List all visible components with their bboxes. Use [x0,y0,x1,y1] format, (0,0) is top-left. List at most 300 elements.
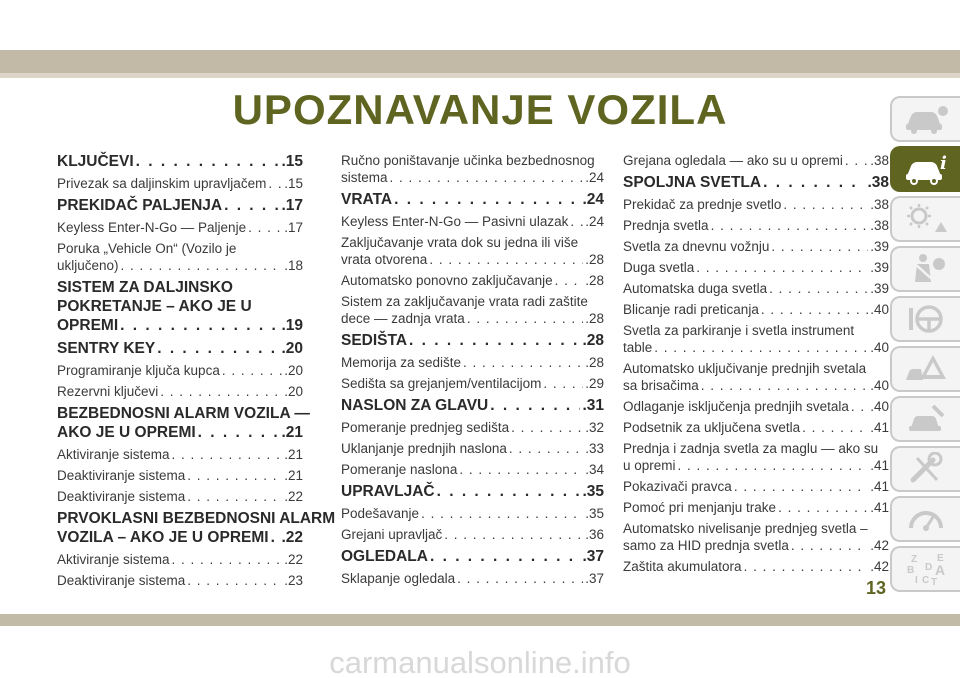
toc-page-number: .41 [870,479,889,494]
toc-entry[interactable] [57,488,303,505]
toc-entry[interactable] [623,478,889,495]
toc-page-number: .38 [870,197,889,212]
toc-entry[interactable] [623,196,889,213]
dot-leader [711,217,869,234]
index-letter: T [931,577,938,586]
car-info-icon [903,102,949,136]
dot-leader [224,196,279,215]
toc-title: Prednja svetla [623,218,709,233]
dot-leader [543,375,583,392]
toc-entry[interactable] [623,360,889,394]
toc-row [57,467,303,484]
toc-entry[interactable] [57,383,303,400]
toc-page-number: .21 [284,468,303,483]
toc-title: VOZILA – AKO JE U OPREMI [57,529,269,546]
toc-page-number: .33 [585,441,604,456]
toc-title: vrata otvorena [341,252,428,267]
seatbelt-airbag-icon [903,252,949,286]
chapter-tabs [890,96,960,596]
toc-page-number: .42 [870,559,889,574]
toc-row [341,169,604,186]
toc-page-number: .17 [281,197,303,214]
toc-title: Pokazivači pravca [623,479,732,494]
toc-entry[interactable] [623,322,889,356]
dot-leader [437,482,581,501]
toc-heading[interactable] [623,173,889,192]
index-letter: D [925,562,933,573]
toc-page-number: .22 [284,552,303,567]
toc-row [341,419,604,436]
toc-page-number: .39 [870,260,889,275]
toc-title: Rezervni ključevi [57,384,159,399]
toc-entry[interactable] [341,526,604,543]
tab-emergency[interactable] [890,346,960,392]
tab-getting-to-know-active[interactable] [890,146,960,192]
toc-entry[interactable] [341,440,604,457]
toc-row [57,175,303,192]
toc-title: PREKIDAČ PALJENJA [57,197,223,214]
toc-page-number: .37 [585,571,604,586]
toc-row [341,251,604,268]
toc-title: Aktiviranje sistema [57,552,170,567]
toc-title: Sklapanje ogledala [341,571,456,586]
dot-leader [555,272,584,289]
toc-entry[interactable] [57,362,303,379]
dot-leader [845,152,868,169]
toc-row [341,505,604,522]
toc-page-number: .21 [284,447,303,462]
toc-page-number: .34 [585,462,604,477]
dot-leader [430,547,580,566]
tab-servicing[interactable] [890,396,960,442]
dot-leader [198,423,280,442]
toc-title: SEDIŠTA [341,332,408,349]
warning-lights-icon [903,202,949,236]
index-letter: I [915,575,918,586]
toc-entry[interactable] [341,152,604,186]
toc-title: Pomeranje naslona [341,462,458,477]
toc-row [623,196,889,213]
toc-title: Grejani upravljač [341,527,443,542]
dot-leader [172,551,283,568]
toc-title: dece — zadnja vrata [341,311,465,326]
toc-title-line: Prednja i zadnja svetla za maglu — ako su [623,441,879,456]
dot-leader [120,316,279,335]
dot-leader [457,570,583,587]
toc-page-number: .39 [870,281,889,296]
toc-title-line: Poruka „Vehicle On“ (Vozilo je [57,241,237,256]
toc-row [57,383,303,400]
dot-leader [268,175,282,192]
toc-row [623,173,889,192]
toc-page-number: .31 [582,397,604,414]
steering-wheel-icon [903,302,949,336]
dot-leader [429,251,583,268]
car-info-icon [903,152,949,186]
toc-entry[interactable] [341,570,604,587]
toc-entry[interactable] [57,219,303,236]
toc-page-number: .28 [585,311,604,326]
page-title: UPOZNAVANJE VOZILA [232,86,728,133]
toc-entry[interactable] [623,217,889,234]
toc-title: Uklanjanje prednjih naslona [341,441,507,456]
toc-title: OPREMI [57,317,119,334]
toc-title-line: Sistem za zaključavanje vrata radi zaštite [341,294,588,309]
toc-entry[interactable] [341,505,604,522]
dot-leader [509,440,583,457]
toc-title: Grejana ogledala — ako su u opremi [623,153,843,168]
toc-title-line: SISTEM ZA DALJINSKO [57,279,233,296]
dot-leader [778,499,868,516]
toc-row [341,213,604,230]
toc-title: Automatsko ponovno zaključavanje [341,273,553,288]
toc-heading[interactable] [341,331,604,350]
dot-leader [771,238,868,255]
toc-title: Deaktiviranje sistema [57,468,186,483]
toc-page-number: .20 [284,363,303,378]
toc-page-number: .35 [585,506,604,521]
toc-page-number: .23 [284,573,303,588]
toc-row [623,457,889,474]
toc-row [57,488,303,505]
dot-leader [187,467,282,484]
dot-leader [136,152,280,171]
toc-title: Blicanje radi preticanja [623,302,759,317]
toc-page-number: .32 [585,420,604,435]
toc-row [57,551,303,568]
toc-title: UPRAVLJAČ [341,483,435,500]
toc-entry[interactable] [57,175,303,192]
toc-row [341,396,604,415]
toc-title: Podešavanje [341,506,420,521]
toc-title: AKO JE U OPREMI [57,424,196,441]
toc-title: Programiranje ključa kupca [57,363,220,378]
hazard-car-icon [903,352,949,386]
toc-heading[interactable] [341,482,604,501]
dot-leader [157,339,279,358]
dot-leader [696,259,868,276]
toc-page-number: .40 [870,399,889,414]
alphabet-index-icon [903,552,949,586]
dot-leader [187,488,282,505]
dot-leader [248,219,282,236]
toc-entry[interactable] [623,499,889,516]
toc-row [341,440,604,457]
toc-page-number: .39 [870,239,889,254]
toc-page-number: .41 [870,500,889,515]
toc-page-number: .36 [585,527,604,542]
dot-leader [701,377,868,394]
toc-title: Svetla za dnevnu vožnju [623,239,770,254]
svg-text:i: i [940,153,947,174]
toc-title: Podsetnik za uključena svetla [623,420,801,435]
dot-leader [121,257,283,274]
toc-entry[interactable] [341,293,604,327]
toc-title: Privezak sa daljinskim upravljačem [57,176,267,191]
toc-page-number: .24 [582,191,604,208]
toc-row [623,537,889,554]
toc-row [57,257,303,274]
dot-leader [463,354,583,371]
toc-row [623,301,889,318]
dot-leader [187,572,282,589]
toc-title: SPOLJNA SVETLA [623,174,762,191]
toc-row [57,528,303,547]
toc-title-line: Automatsko uključivanje prednjih svetala [623,361,867,376]
toc-page-number: .20 [281,340,303,357]
toc-row [57,219,303,236]
tab-getting-to-know[interactable] [890,96,960,142]
toc-row [623,259,889,276]
toc-entry[interactable] [623,280,889,297]
dot-leader [409,331,580,350]
tab-safety[interactable] [890,246,960,292]
toc-heading[interactable] [57,152,303,171]
dot-leader [783,196,868,213]
toc-page-number: .20 [284,384,303,399]
toc-row [341,461,604,478]
toc-row [57,362,303,379]
dot-leader [511,419,583,436]
toc-title: Sedišta sa grejanjem/ventilacijom [341,376,542,391]
toc-page-number: .28 [585,273,604,288]
toc-page-number: .37 [582,548,604,565]
toc-column-3 [623,152,889,579]
toc-row [341,375,604,392]
toc-title-line: Svetla za parkiranje i svetla instrument [623,323,855,338]
toc-row [57,316,303,335]
bottom-band [0,614,960,626]
toc-entry[interactable] [623,520,889,554]
toc-entry[interactable] [341,461,604,478]
toc-entry[interactable] [623,558,889,575]
toc-heading[interactable] [57,339,303,358]
toc-entry[interactable] [623,238,889,255]
toc-page-number: .24 [585,214,604,229]
toc-heading[interactable] [341,190,604,209]
toc-page-number: .38 [870,218,889,233]
page-number: 13 [866,578,887,598]
index-letter: A [935,562,946,578]
watermark: carmanualsonline.info [329,645,631,678]
toc-row [623,377,889,394]
toc-row [341,331,604,350]
toc-title-line: Ručno poništavanje učinka bezbednosnog [341,153,595,168]
toc-heading[interactable] [341,396,604,415]
toc-page-number: .28 [585,355,604,370]
toc-title: Odlaganje isključenja prednjih svetala [623,399,849,414]
toc-entry[interactable] [341,234,604,268]
toc-heading[interactable] [57,404,310,442]
wrench-tools-icon [903,452,949,486]
toc-row [341,354,604,371]
toc-title: SENTRY KEY [57,340,156,357]
toc-entry[interactable] [57,551,303,568]
toc-title: Automatska duga svetla [623,281,768,296]
dot-leader [394,190,580,209]
dot-leader [390,169,584,186]
toc-page-number: .38 [867,174,889,191]
toc-title: KLJUČEVI [57,153,134,170]
toc-row [57,196,303,215]
toc-entry[interactable] [623,259,889,276]
dot-leader [851,398,868,415]
tab-index[interactable] [890,546,960,592]
dot-leader [678,457,869,474]
toc-title: Keyless Enter-N-Go — Paljenje [57,220,247,235]
toc-row [341,482,604,501]
toc-title: Deaktiviranje sistema [57,573,186,588]
toc-page-number: .22 [284,489,303,504]
dot-leader [421,505,583,522]
toc-entry[interactable] [341,419,604,436]
toc-page-number: .15 [284,176,303,191]
toc-entry[interactable] [341,272,604,289]
toc-entry[interactable] [341,213,604,230]
toc-title-line: Automatsko nivelisanje prednjeg svetla – [623,521,868,536]
dot-leader [769,280,868,297]
index-letter: E [937,553,944,564]
toc-title: VRATA [341,191,393,208]
toc-title-line: PRVOKLASNI BEZBEDNOSNI ALARM [57,510,336,527]
toc-entry[interactable] [57,572,303,589]
toc-row [623,478,889,495]
dot-leader [761,301,868,318]
index-letter: C [922,575,930,586]
toc-title: Prekidač za prednje svetlo [623,197,782,212]
dot-leader [467,310,583,327]
toc-row [341,310,604,327]
toc-row [57,339,303,358]
toc-row [57,572,303,589]
toc-page-number: .35 [582,483,604,500]
toc-row [623,419,889,436]
toc-page-number: .28 [582,332,604,349]
toc-row [341,570,604,587]
toc-title: u opremi [623,458,676,473]
dot-leader [444,526,583,543]
toc-title: Zaštita akumulatora [623,559,742,574]
toc-row [57,423,303,442]
dot-leader [744,558,869,575]
dot-leader [459,461,583,478]
toc-row [623,238,889,255]
toc-row [623,499,889,516]
toc-title: uključeno) [57,258,119,273]
toc-page-number: .28 [585,252,604,267]
toc-row [341,526,604,543]
toc-title: Aktiviranje sistema [57,447,170,462]
toc-title: Memorija za sedište [341,355,462,370]
toc-row [341,190,604,209]
toc-heading[interactable] [57,278,303,335]
toc-title: table [623,340,653,355]
toc-page-number: .40 [870,302,889,317]
toc-entry[interactable] [623,301,889,318]
toc-page-number: .42 [870,538,889,553]
toc-page-number: .40 [870,378,889,393]
toc-row [57,152,303,171]
toc-title: Duga svetla [623,260,695,275]
dot-leader [734,478,868,495]
toc-page-number: .15 [281,153,303,170]
toc-title-line: BEZBEDNOSNI ALARM VOZILA — [57,405,310,422]
toc-row [623,280,889,297]
toc-page-number: .19 [281,317,303,334]
toc-title: sa brisačima [623,378,699,393]
toc-page-number: .38 [870,153,889,168]
dot-leader [172,446,283,463]
dot-leader [490,396,580,415]
toc-entry[interactable] [623,398,889,415]
toc-heading[interactable] [57,509,336,547]
toc-entry[interactable] [623,152,889,169]
dot-leader [222,362,282,379]
toc-page-number: .17 [284,220,303,235]
toc-page-number: .22 [281,529,303,546]
dot-leader [802,419,868,436]
toc-heading[interactable] [341,547,604,566]
toc-title: Keyless Enter-N-Go — Pasivni ulazak [341,214,569,229]
toc-entry[interactable] [57,446,303,463]
toc-page-number: .24 [585,170,604,185]
toc-column-1 [57,152,336,593]
toc-heading[interactable] [57,196,303,215]
toc-row [341,272,604,289]
toc-entry[interactable] [341,375,604,392]
tab-maintenance[interactable] [890,446,960,492]
index-letter: Z [911,554,918,565]
toc-page-number: .41 [870,420,889,435]
top-band [0,50,960,78]
toc-title-line: Zaključavanje vrata dok su jedna ili više [341,235,579,250]
toc-row [623,398,889,415]
toc-row [341,547,604,566]
toc-row [623,558,889,575]
toc-entry[interactable] [57,240,303,274]
toc-page-number: .21 [281,424,303,441]
toc-page-number: .40 [870,340,889,355]
dot-leader [160,383,282,400]
tab-starting-operating[interactable] [890,296,960,342]
toc-row [623,217,889,234]
dot-leader [570,213,583,230]
toc-page-number: .29 [585,376,604,391]
toc-title: Pomeranje prednjeg sedišta [341,420,510,435]
toc-entry[interactable] [57,467,303,484]
tab-lights[interactable] [890,196,960,242]
wrench-car-icon [903,402,949,436]
toc-row [623,339,889,356]
toc-entry[interactable] [623,440,889,474]
gauge-icon [903,502,949,536]
toc-entry[interactable] [623,419,889,436]
toc-column-2 [341,152,604,591]
toc-title: sistema [341,170,388,185]
tab-specifications[interactable] [890,496,960,542]
toc-title-line: POKRETANJE – AKO JE U [57,298,252,315]
toc-row [57,446,303,463]
dot-leader [654,339,868,356]
dot-leader [763,173,865,192]
toc-title: Pomoć pri menjanju trake [623,500,777,515]
toc-title: NASLON ZA GLAVU [341,397,489,414]
toc-entry[interactable] [341,354,604,371]
toc-page-number: .41 [870,458,889,473]
toc-title: OGLEDALA [341,548,428,565]
toc-title: Deaktiviranje sistema [57,489,186,504]
dot-leader [791,537,868,554]
